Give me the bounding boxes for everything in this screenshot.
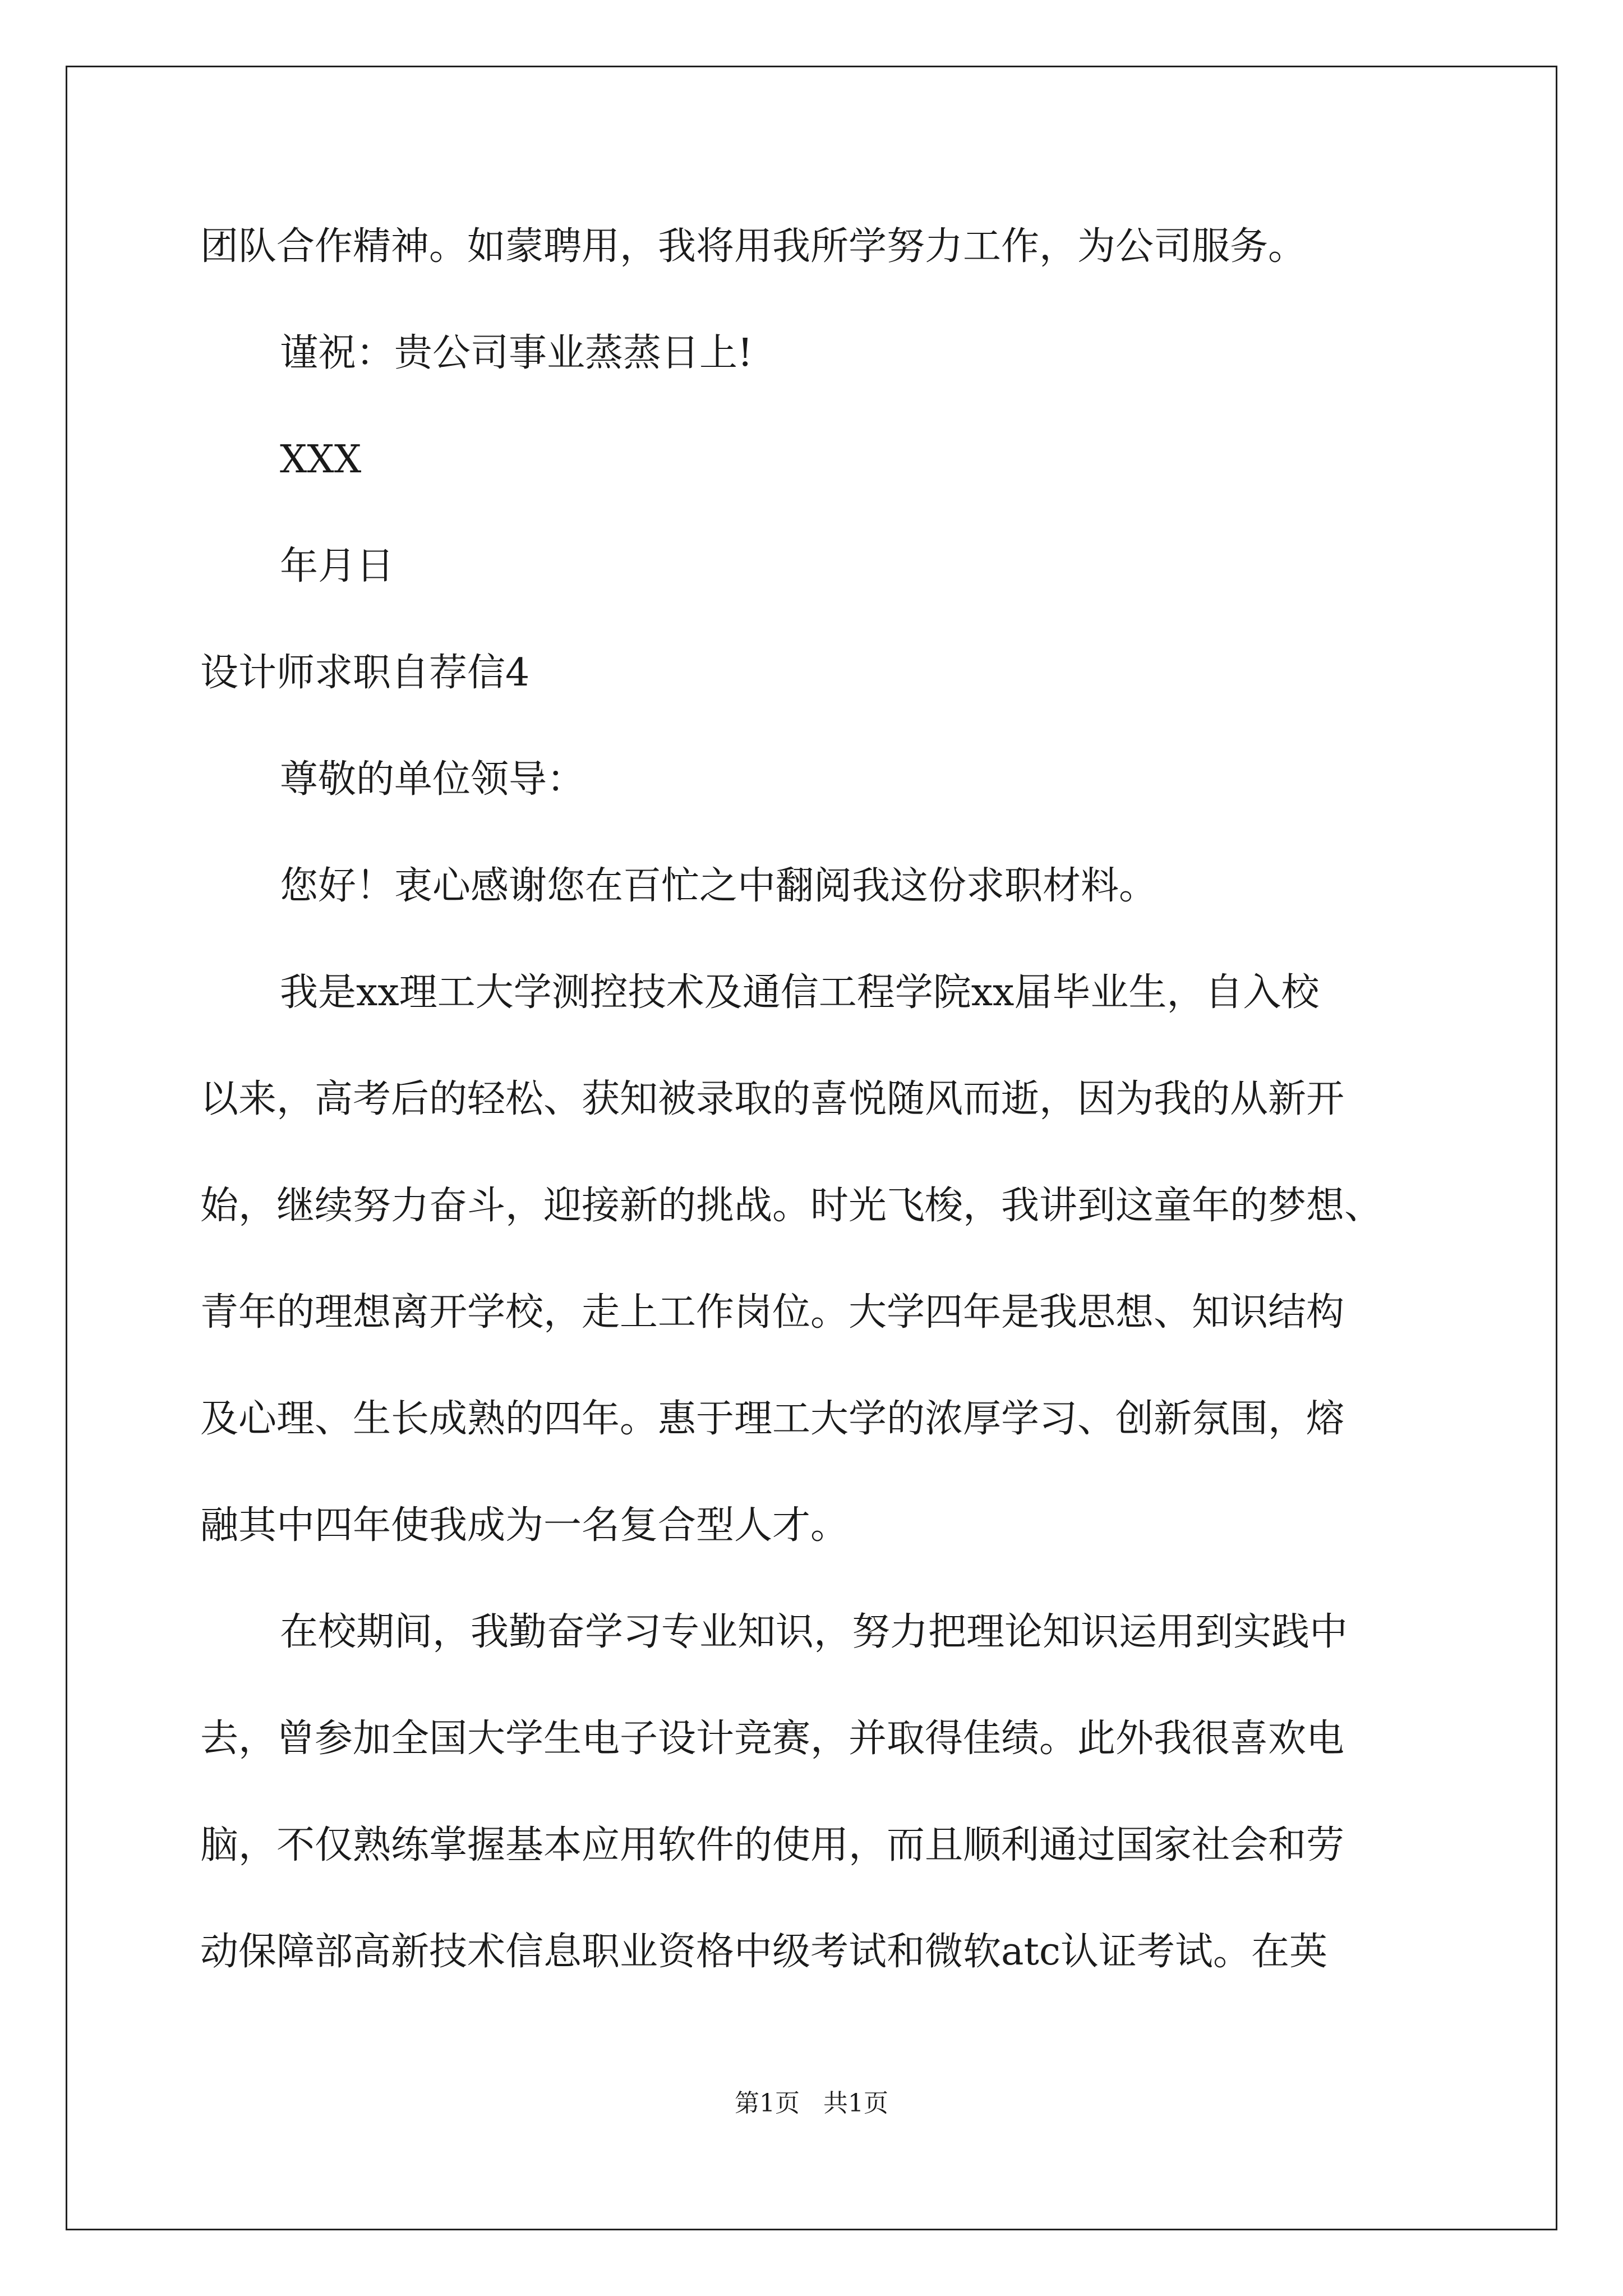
paragraph-line: 始，继续努力奋斗，迎接新的挑战。时光飞梭，我讲到这童年的梦想、 — [200, 1184, 1383, 1228]
page-footer: 第1页 共1页 — [735, 2089, 888, 2118]
paragraph-line: 在校期间，我勤奋学习专业知识，努力把理论知识运用到实践中 — [280, 1610, 1348, 1654]
paragraph-line: 青年的理想离开学校，走上工作岗位。大学四年是我思想、知识结构 — [200, 1290, 1345, 1335]
signature-date: 年月日 — [280, 544, 395, 588]
paragraph-line: 脑，不仅熟练掌握基本应用软件的使用，而且顺利通过国家社会和劳 — [200, 1823, 1345, 1867]
section-title: 设计师求职自荐信4 — [200, 651, 530, 695]
paragraph-line: 去，曾参加全国大学生电子设计竞赛，并取得佳绩。此外我很喜欢电 — [200, 1717, 1345, 1761]
paragraph-line: 及心理、生长成熟的四年。惠于理工大学的浓厚学习、创新氛围，熔 — [200, 1397, 1345, 1441]
paragraph-line: 您好！衷心感谢您在百忙之中翻阅我这份求职材料。 — [280, 864, 1158, 908]
paragraph-line: 融其中四年使我成为一名复合型人才。 — [200, 1503, 849, 1548]
paragraph-line: 团队合作精神。如蒙聘用，我将用我所学努力工作，为公司服务。 — [200, 224, 1307, 269]
paragraph-line: 我是xx理工大学测控技术及通信工程学院xx届毕业生，自入校 — [280, 970, 1320, 1015]
paragraph-line: 谨祝：贵公司事业蒸蒸日上! — [280, 331, 753, 375]
signature-name: XXX — [280, 438, 362, 482]
salutation: 尊敬的单位领导： — [280, 757, 585, 802]
paragraph-line: 以来，高考后的轻松、获知被录取的喜悦随风而逝，因为我的从新开 — [200, 1077, 1345, 1121]
paragraph-line: 动保障部高新技术信息职业资格中级考试和微软atc认证考试。在英 — [200, 1930, 1327, 1974]
document-body — [200, 220, 1434, 1978]
